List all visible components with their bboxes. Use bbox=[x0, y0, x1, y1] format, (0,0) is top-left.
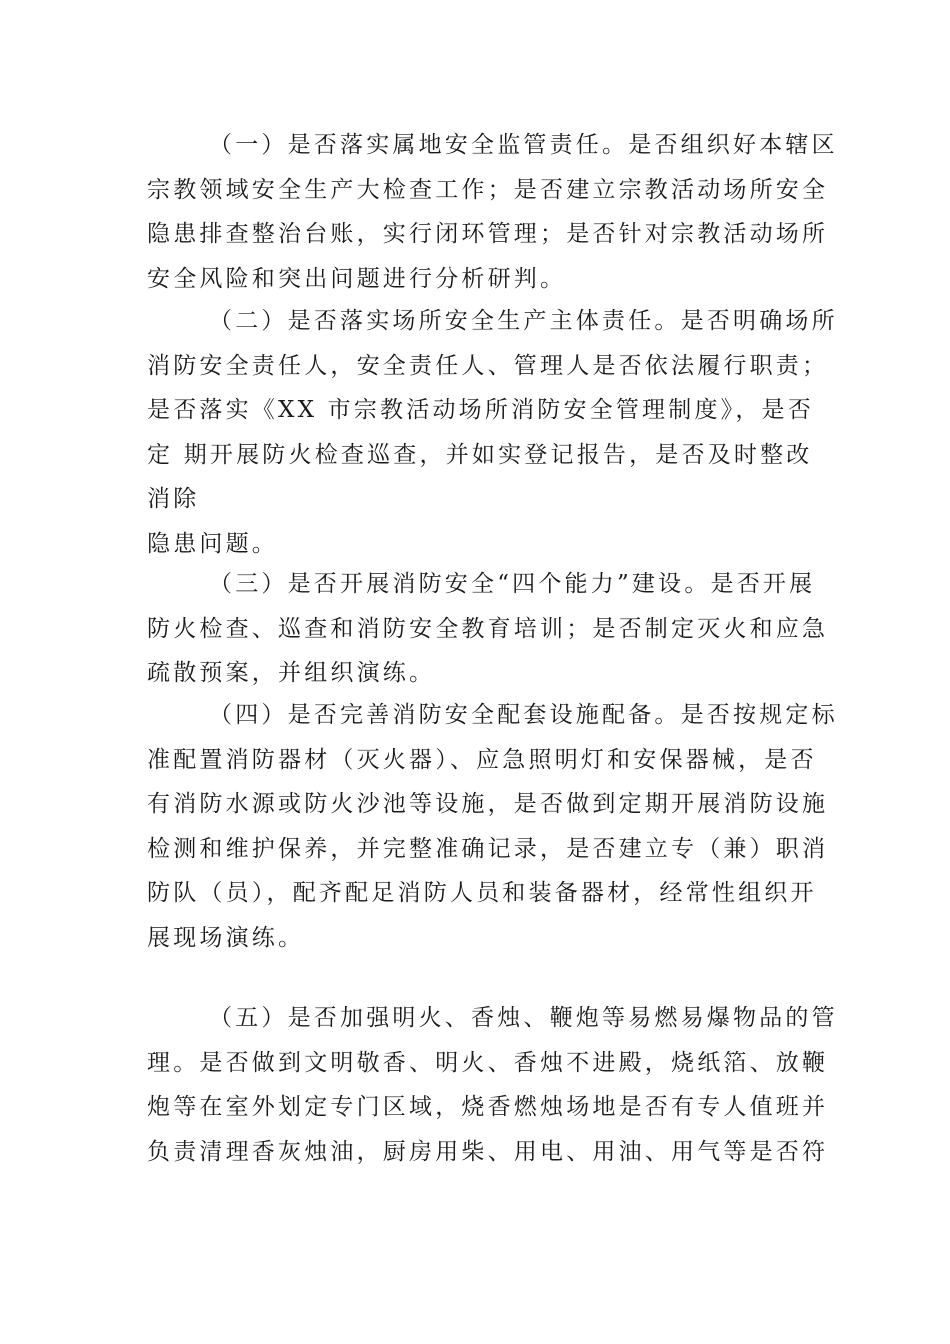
paragraph-4 bbox=[147, 693, 838, 960]
paragraph-3 bbox=[147, 562, 829, 696]
paragraph-2 bbox=[147, 299, 838, 566]
paragraph-line: 理。是否做到文明敬香、明火、香烛不进殿，烧纸箔、放鞭 bbox=[147, 1049, 829, 1076]
paragraph-line: 检测和维护保养，并完整准确记录，是否建立专（兼）职消 bbox=[147, 835, 829, 862]
paragraph-line: 安全风险和突出问题进行分析研判。 bbox=[147, 265, 567, 292]
paragraph-line: 有消防水源或防火沙池等设施，是否做到定期开展消防设施 bbox=[147, 791, 829, 817]
paragraph-line: 准配置消防器材（灭火器）、应急照明灯和安保器械，是否 bbox=[147, 746, 817, 773]
paragraph-line: 疏散预案，并组织演练。 bbox=[147, 660, 436, 686]
paragraph-line: 防火检查、巡查和消防安全教育培训；是否制定灭火和应急 bbox=[147, 615, 829, 642]
paragraph-line: （五）是否加强明火、香烛、鞭炮等易燃易爆物品的管 bbox=[209, 1005, 838, 1031]
paragraph-line: 消除 bbox=[147, 486, 200, 512]
paragraph-line: 宗教领域安全生产大检查工作；是否建立宗教活动场所安全 bbox=[147, 176, 829, 203]
paragraph-line: 定 期开展防火检查巡查，并如实登记报告，是否及时整改 bbox=[147, 441, 813, 468]
paragraph-line: 展现场演练。 bbox=[147, 924, 305, 951]
paragraph-line: 负责清理香灰烛油，厨房用柴、用电、用油、用气等是否符 bbox=[147, 1138, 829, 1165]
paragraph-line: 炮等在室外划定专门区域，烧香燃烛场地是否有专人值班并 bbox=[147, 1094, 829, 1120]
paragraph-line: 消防安全责任人，安全责任人、管理人是否依法履行职责； bbox=[147, 352, 829, 379]
paragraph-line: （二）是否落实场所安全生产主体责任。是否明确场所 bbox=[209, 308, 838, 334]
paragraph-line: 是否落实《XX 市宗教活动场所消防安全管理制度》，是否 bbox=[147, 397, 814, 423]
paragraph-line: 隐患问题。 bbox=[147, 530, 278, 557]
paragraph-line: （四）是否完善消防安全配套设施配备。是否按规定标 bbox=[209, 702, 838, 728]
paragraph-line: 防队（员），配齐配足消防人员和装备器材，经常性组织开 bbox=[147, 880, 817, 906]
paragraph-1 bbox=[147, 123, 838, 301]
paragraph-5 bbox=[147, 996, 838, 1174]
paragraph-line: （一）是否落实属地安全监管责任。是否组织好本辖区 bbox=[209, 132, 838, 158]
paragraph-line: （三）是否开展消防安全“四个能力”建设。是否开展 bbox=[209, 571, 816, 597]
paragraph-line: 隐患排查整治台账，实行闭环管理；是否针对宗教活动场所 bbox=[147, 221, 829, 247]
